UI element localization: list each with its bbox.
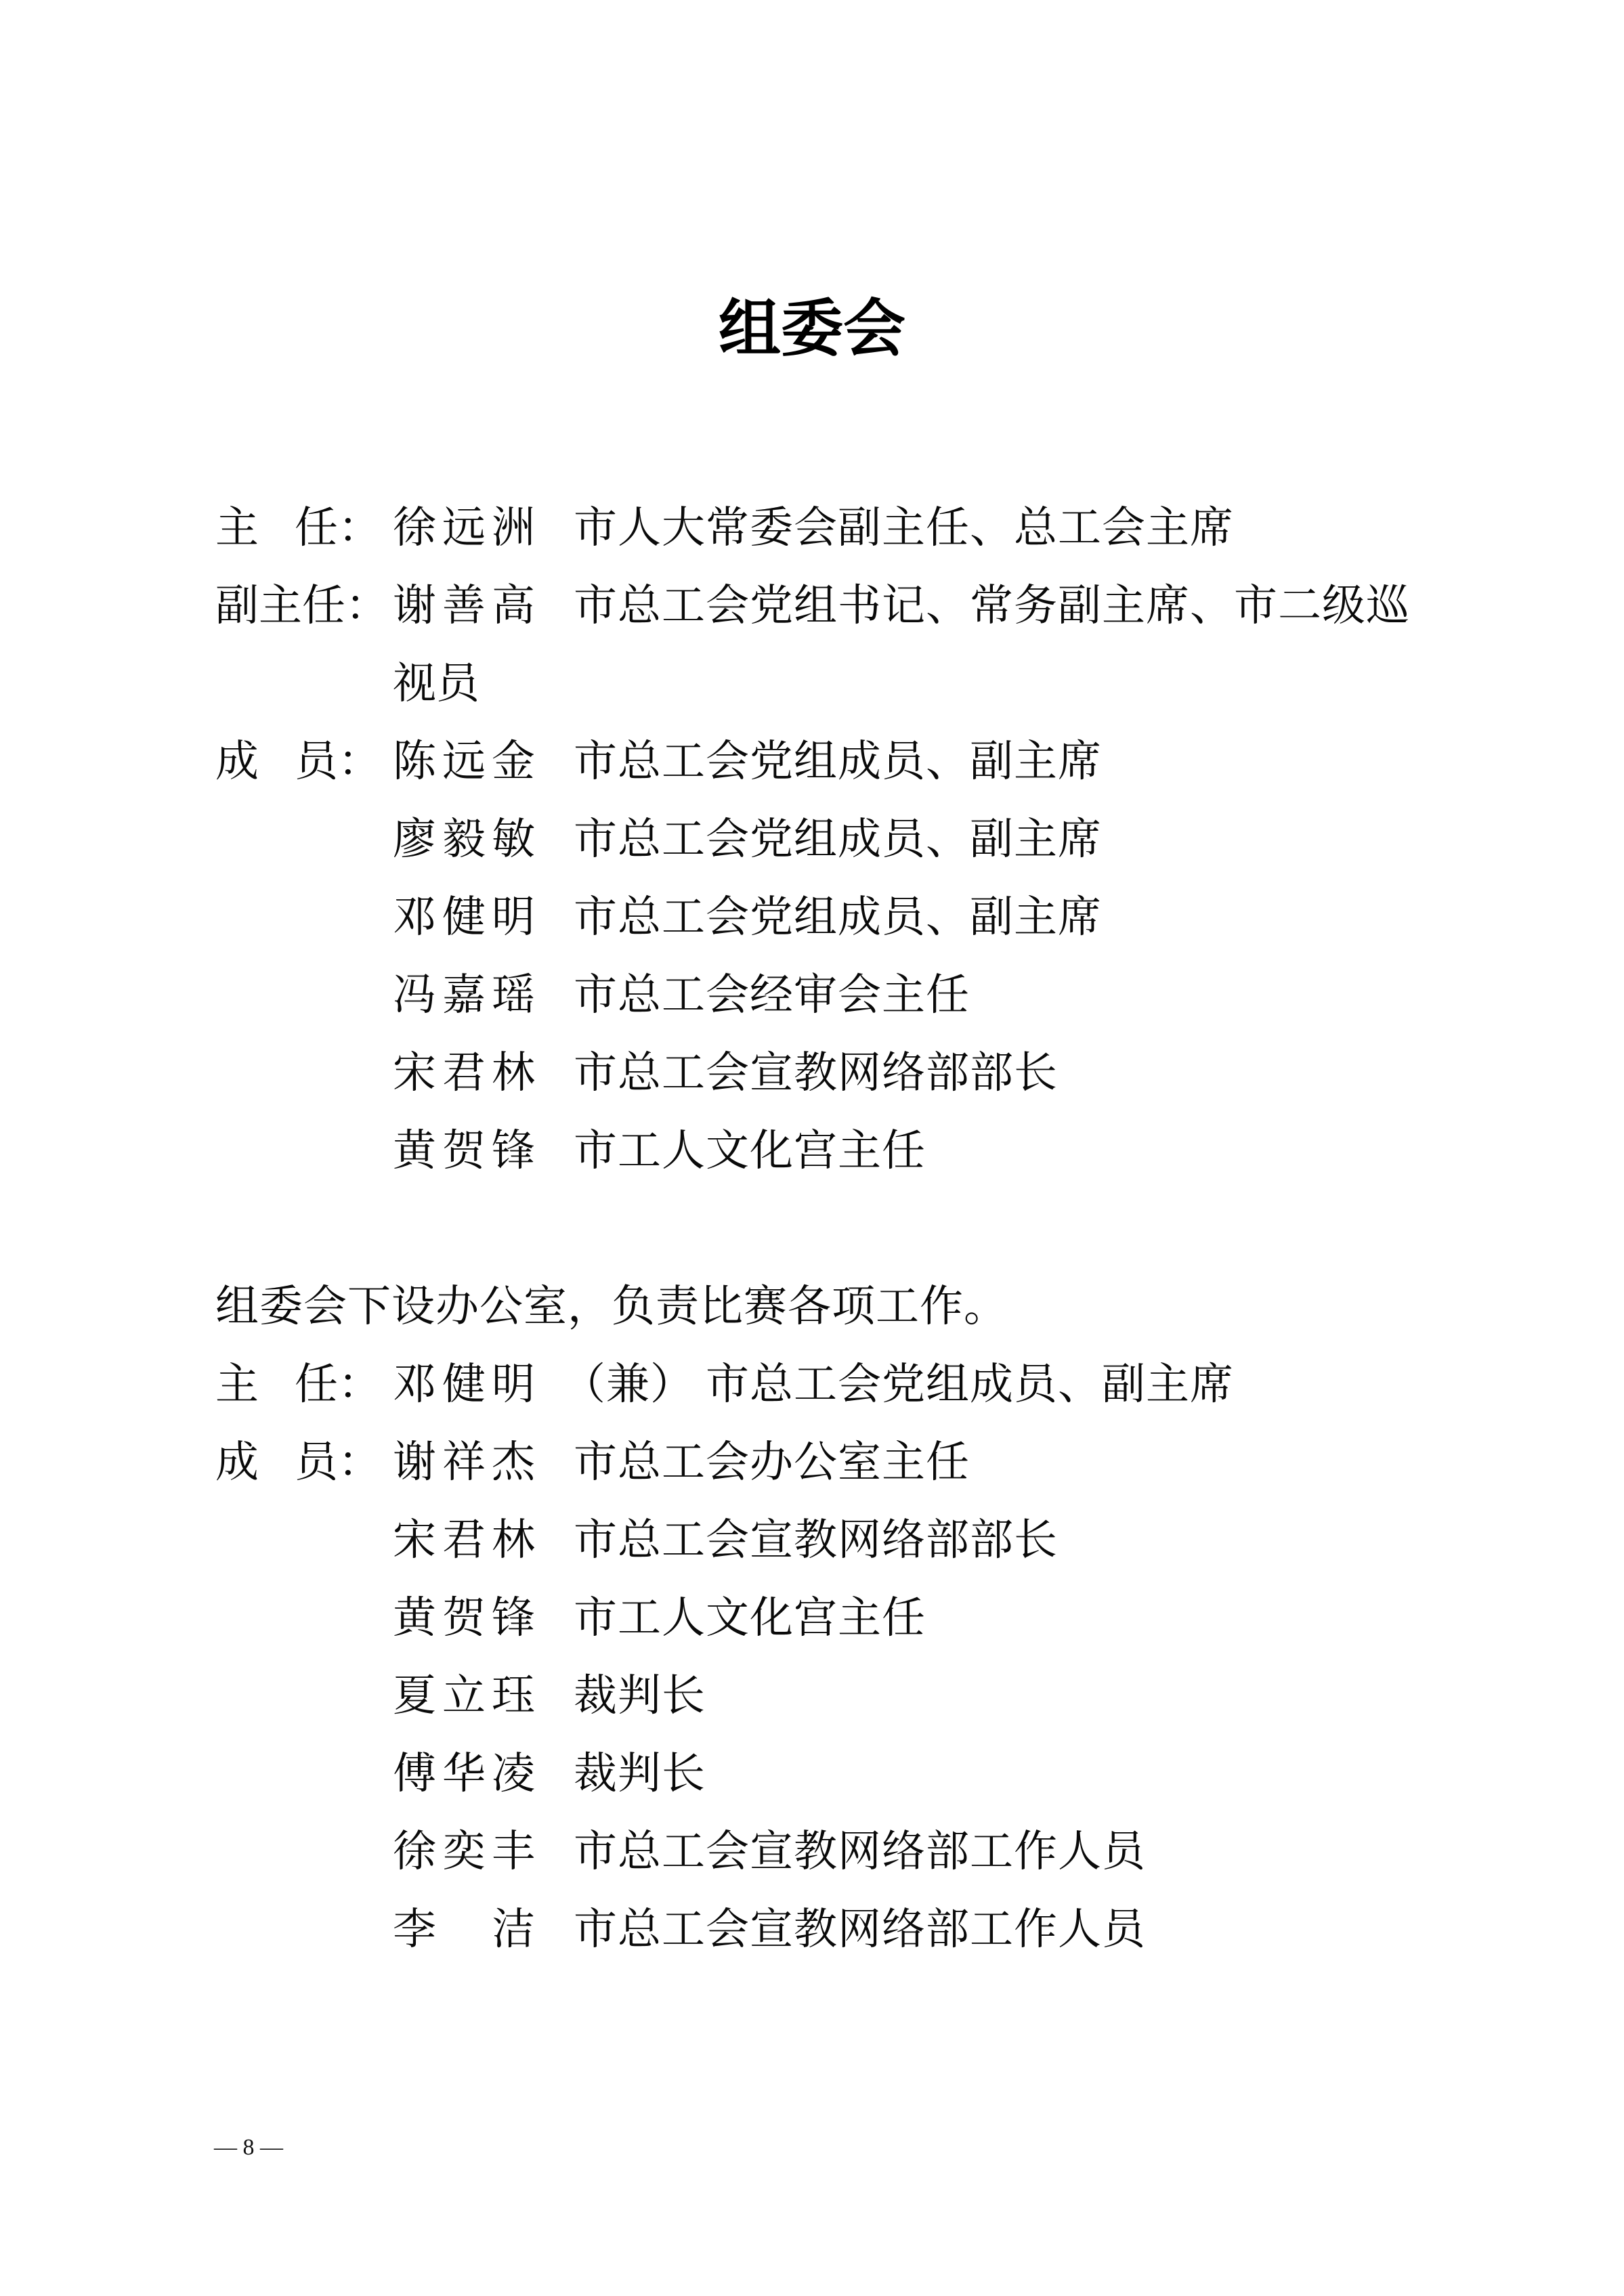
person-name: 谢 祥 杰 xyxy=(393,1437,535,1486)
person-name: 徐 远 洲 xyxy=(393,503,535,552)
person-title: 裁判长 xyxy=(574,1749,706,1798)
committee-row xyxy=(0,645,1624,722)
person-title: 市总工会办公室主任 xyxy=(574,1437,970,1486)
committee-row xyxy=(0,1890,1624,1968)
person-name: 邓 健 明 xyxy=(393,1360,535,1408)
person-name: 夏 立 珏 xyxy=(393,1671,535,1720)
committee-row xyxy=(0,878,1624,956)
person-name: 陈 远 金 xyxy=(393,737,535,785)
office-note: 组委会下设办公室，负责比赛各项工作。 xyxy=(215,1282,1008,1330)
role-label: 主 任： xyxy=(215,503,381,552)
role-label: 主 任： xyxy=(215,1360,381,1408)
person-name: 邓 健 明 xyxy=(393,892,535,941)
person-title: 市工人文化宫主任 xyxy=(574,1126,926,1175)
person-title: 市总工会党组成员、副主席 xyxy=(574,737,1102,785)
committee-row xyxy=(0,567,1624,645)
committee-row xyxy=(0,722,1624,800)
person-title: 裁判长 xyxy=(574,1671,706,1720)
committee-row xyxy=(0,956,1624,1034)
person-title: 市总工会经审会主任 xyxy=(574,970,970,1019)
office-note-row xyxy=(0,1268,1624,1345)
committee-row xyxy=(0,1501,1624,1579)
person-title: 市人大常委会副主任、总工会主席 xyxy=(574,503,1234,552)
committee-row xyxy=(0,1735,1624,1813)
committee-row xyxy=(0,800,1624,878)
person-name: 徐 奕 丰 xyxy=(393,1827,535,1876)
person-name: 李 洁 xyxy=(393,1905,535,1953)
person-title: 市总工会党组成员、副主席 xyxy=(574,815,1102,863)
person-title: 市总工会党组成员、副主席 xyxy=(574,892,1102,941)
person-name: 黄 贺 锋 xyxy=(393,1126,535,1175)
committee-row xyxy=(0,1423,1624,1501)
person-name: 廖 毅 敏 xyxy=(393,815,535,863)
committee-row xyxy=(0,1345,1624,1423)
blank-line xyxy=(0,1190,1624,1268)
page-number: — 8 — xyxy=(214,2135,283,2160)
committee-row xyxy=(0,1034,1624,1112)
role-label: 副主任： xyxy=(215,581,389,630)
committee-row xyxy=(0,489,1624,567)
committee-row xyxy=(0,1112,1624,1190)
person-title: （兼） 市总工会党组成员、副主席 xyxy=(562,1360,1234,1408)
person-name: 冯 嘉 瑶 xyxy=(393,970,535,1019)
person-title: 市总工会宣教网络部部长 xyxy=(574,1515,1058,1564)
committee-rows xyxy=(0,489,1624,1968)
person-title: 市总工会党组书记、常务副主席、市二级巡 xyxy=(574,581,1410,630)
person-name: 谢 善 高 xyxy=(393,581,535,630)
person-name: 宋 君 林 xyxy=(393,1048,535,1097)
role-label: 成 员： xyxy=(215,1437,381,1486)
person-name: 黄 贺 锋 xyxy=(393,1593,535,1642)
wrapped-text: 视员 xyxy=(393,659,479,708)
person-name: 傅 华 凌 xyxy=(393,1749,535,1798)
page-title: 组委会 xyxy=(718,295,905,364)
person-title: 市总工会宣教网络部工作人员 xyxy=(574,1827,1146,1876)
person-title: 市工人文化宫主任 xyxy=(574,1593,926,1642)
person-name: 宋 君 林 xyxy=(393,1515,535,1564)
person-title: 市总工会宣教网络部部长 xyxy=(574,1048,1058,1097)
committee-row xyxy=(0,1657,1624,1735)
role-label: 成 员： xyxy=(215,737,381,785)
person-title: 市总工会宣教网络部工作人员 xyxy=(574,1905,1146,1953)
committee-row xyxy=(0,1813,1624,1890)
committee-row xyxy=(0,1579,1624,1657)
